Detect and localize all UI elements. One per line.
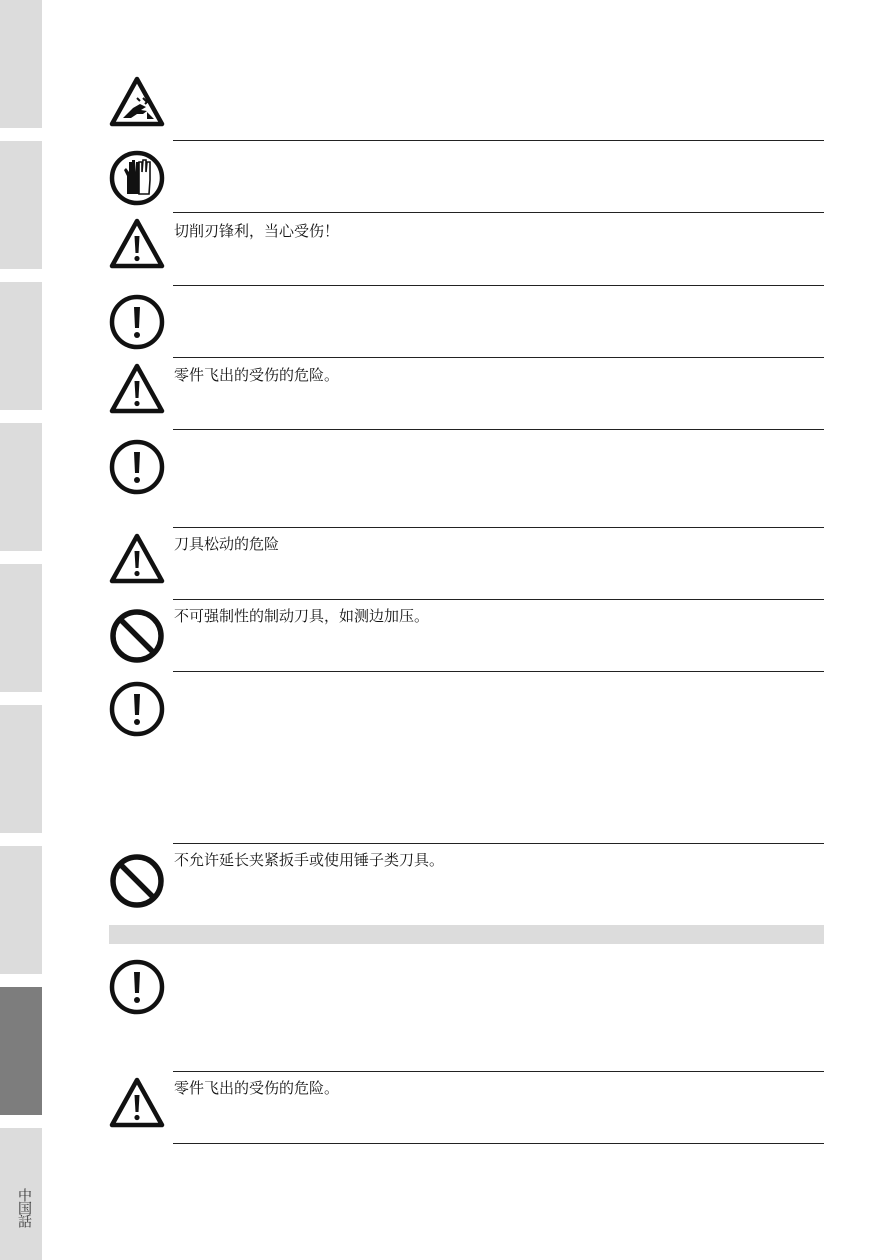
side-tab-4[interactable] [0, 423, 42, 551]
side-tab-3[interactable] [0, 282, 42, 410]
divider [173, 1143, 824, 1144]
section-text: 不允许延长夹紧扳手或使用锤子类刀具。 [174, 851, 445, 869]
warning-triangle-icon [109, 361, 165, 417]
wear-gloves-icon [109, 150, 165, 206]
side-tab-8-active[interactable] [0, 987, 42, 1115]
divider [173, 527, 824, 528]
prohibition-icon [109, 853, 165, 909]
warning-triangle-icon [109, 1075, 165, 1131]
section-text: 切削刃锋利，当心受伤！ [174, 222, 340, 240]
side-tab-6[interactable] [0, 705, 42, 833]
section-text: 不可强制性的制动刀具，如测边加压。 [174, 607, 430, 625]
language-label: 中国話 [16, 1188, 32, 1227]
warning-triangle-icon [109, 216, 165, 272]
divider [173, 1071, 824, 1072]
side-tab-5[interactable] [0, 564, 42, 692]
divider [173, 599, 824, 600]
side-tab-7[interactable] [0, 846, 42, 974]
mandatory-exclamation-icon [109, 439, 165, 495]
side-tab-2[interactable] [0, 141, 42, 269]
divider [173, 212, 824, 213]
section-header-band [109, 925, 824, 944]
pinch-hazard-warning-icon [109, 74, 165, 130]
mandatory-exclamation-icon [109, 959, 165, 1015]
section-text: 刀具松动的危险 [174, 535, 280, 553]
divider [173, 671, 824, 672]
divider [173, 285, 824, 286]
divider [173, 843, 824, 844]
divider [173, 429, 824, 430]
warning-triangle-icon [109, 531, 165, 587]
mandatory-exclamation-icon [109, 294, 165, 350]
divider [173, 140, 824, 141]
side-tab-1[interactable] [0, 0, 42, 128]
section-text: 零件飞出的受伤的危险。 [174, 1079, 340, 1097]
prohibition-icon [109, 608, 165, 664]
section-text: 零件飞出的受伤的危险。 [174, 366, 340, 384]
mandatory-exclamation-icon [109, 681, 165, 737]
divider [173, 357, 824, 358]
